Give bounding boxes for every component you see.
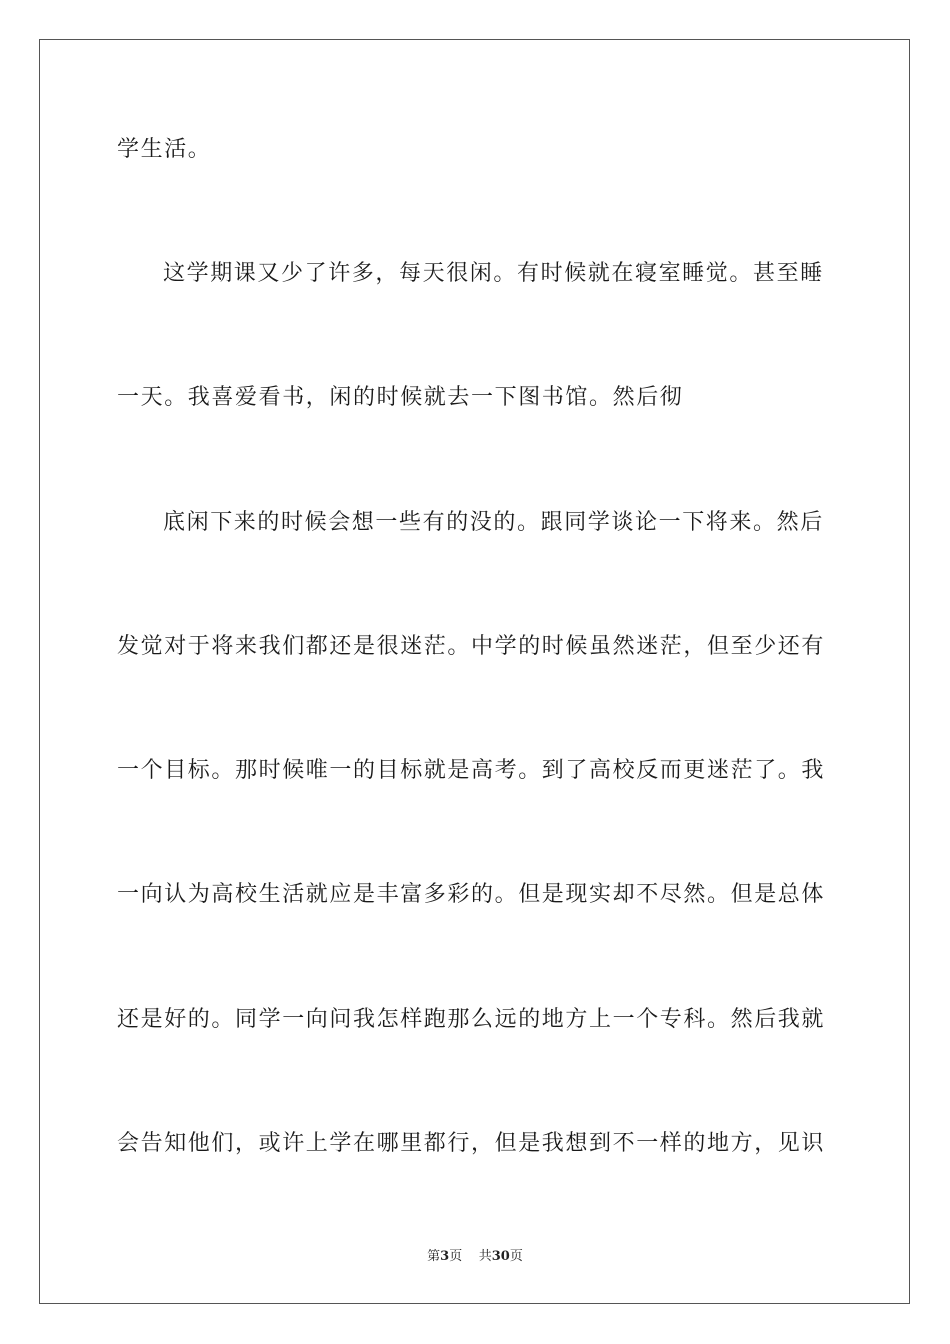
text-line-8: 还是好的。同学一向问我怎样跑那么远的地方上一个专科。然后我就 [117, 1007, 826, 1032]
text-line-4: 底闲下来的时候会想一些有的没的。跟同学谈论一下将来。然后 [163, 510, 824, 535]
footer-total-label: 共 [478, 1249, 492, 1264]
footer-page-suffix: 页 [449, 1249, 463, 1264]
footer-page-label: 第 [427, 1249, 441, 1264]
page-footer [0, 1249, 950, 1265]
text-line-2: 这学期课又少了许多，每天很闲。有时候就在寝室睡觉。甚至睡 [163, 261, 824, 286]
footer-page-number: 3 [440, 1249, 450, 1264]
text-line-3: 一天。我喜爱看书，闲的时候就去一下图书馆。然后彻 [117, 385, 684, 410]
text-line-9: 会告知他们，或许上学在哪里都行，但是我想到不一样的地方，见识 [117, 1131, 826, 1156]
footer-total-suffix: 页 [509, 1249, 523, 1264]
text-line-6: 一个目标。那时候唯一的目标就是高考。到了高校反而更迷茫了。我 [117, 758, 826, 783]
text-line-1: 学生活。 [117, 137, 212, 162]
text-line-5: 发觉对于将来我们都还是很迷茫。中学的时候虽然迷茫，但至少还有 [117, 634, 826, 659]
text-line-7: 一向认为高校生活就应是丰富多彩的。但是现实却不尽然。但是总体 [117, 882, 826, 907]
page-border [39, 39, 910, 1304]
footer-total-number: 30 [491, 1249, 510, 1264]
